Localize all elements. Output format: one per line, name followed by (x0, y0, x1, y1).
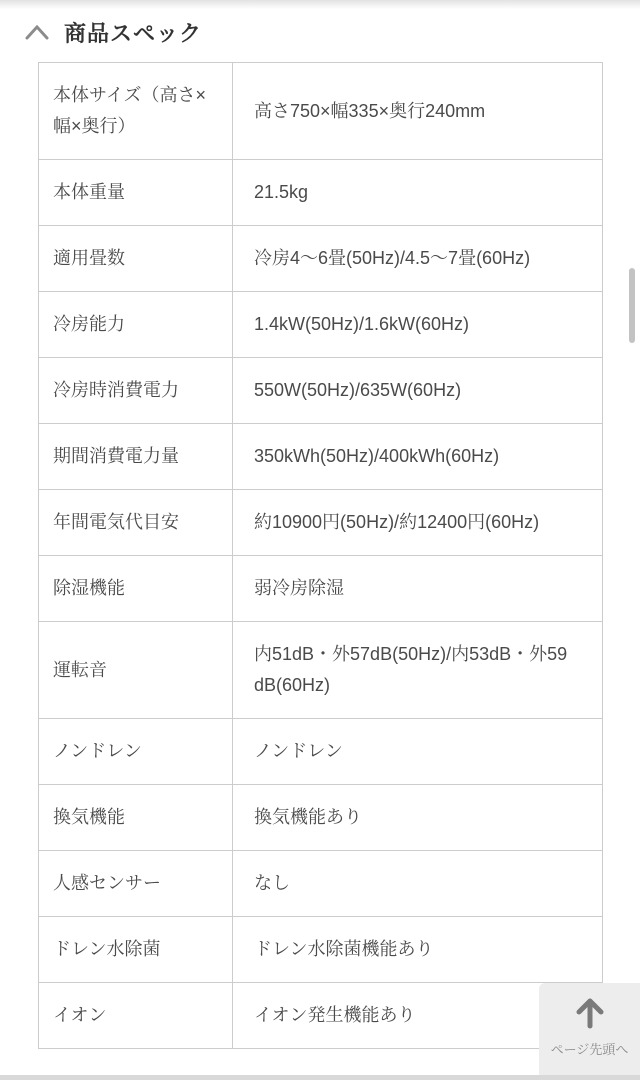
spec-table (38, 62, 603, 1049)
spec-value: ドレン水除菌機能あり (233, 917, 603, 983)
section-title: 商品スペック (64, 21, 203, 46)
spec-label: 冷房時消費電力 (39, 358, 233, 424)
spec-label: 本体重量 (39, 160, 233, 226)
spec-label: ノンドレン (39, 719, 233, 785)
table-row (39, 851, 603, 917)
spec-label: 冷房能力 (39, 292, 233, 358)
back-to-top-label: ページ先頭へ (550, 1042, 629, 1057)
top-shadow (0, 0, 640, 9)
table-row (39, 556, 603, 622)
spec-label: 除湿機能 (39, 556, 233, 622)
chevron-up-icon (25, 25, 49, 40)
table-row (39, 719, 603, 785)
table-row (39, 160, 603, 226)
spec-label: 本体サイズ（高さ×幅×奥行） (39, 63, 233, 160)
spec-section-toggle[interactable] (25, 17, 202, 48)
spec-table-body (39, 63, 603, 1049)
arrow-up-icon (572, 995, 608, 1031)
table-row (39, 424, 603, 490)
spec-label: 人感センサー (39, 851, 233, 917)
table-row (39, 490, 603, 556)
spec-value: イオン発生機能あり (233, 983, 603, 1049)
spec-label: 運転音 (39, 622, 233, 719)
spec-value: 換気機能あり (233, 785, 603, 851)
spec-label: ドレン水除菌 (39, 917, 233, 983)
spec-label: 期間消費電力量 (39, 424, 233, 490)
table-row (39, 226, 603, 292)
spec-value: 内51dB・外57dB(50Hz)/内53dB・外59dB(60Hz) (233, 622, 603, 719)
table-row (39, 292, 603, 358)
spec-value: なし (233, 851, 603, 917)
spec-value: 弱冷房除湿 (233, 556, 603, 622)
table-row (39, 917, 603, 983)
spec-value: 約10900円(50Hz)/約12400円(60Hz) (233, 490, 603, 556)
table-row (39, 983, 603, 1049)
bottom-section-divider (0, 1075, 640, 1080)
spec-label: 換気機能 (39, 785, 233, 851)
spec-label: 適用畳数 (39, 226, 233, 292)
spec-value: 1.4kW(50Hz)/1.6kW(60Hz) (233, 292, 603, 358)
table-row (39, 622, 603, 719)
spec-label: イオン (39, 983, 233, 1049)
spec-label: 年間電気代目安 (39, 490, 233, 556)
spec-value: 550W(50Hz)/635W(60Hz) (233, 358, 603, 424)
spec-value: ノンドレン (233, 719, 603, 785)
spec-value: 冷房4〜6畳(50Hz)/4.5〜7畳(60Hz) (233, 226, 603, 292)
table-row (39, 785, 603, 851)
spec-value: 350kWh(50Hz)/400kWh(60Hz) (233, 424, 603, 490)
spec-value: 高さ750×幅335×奥行240mm (233, 63, 603, 160)
spec-value: 21.5kg (233, 160, 603, 226)
scrollbar-thumb[interactable] (629, 268, 635, 343)
back-to-top-button[interactable] (539, 983, 640, 1080)
table-row (39, 63, 603, 160)
table-row (39, 358, 603, 424)
